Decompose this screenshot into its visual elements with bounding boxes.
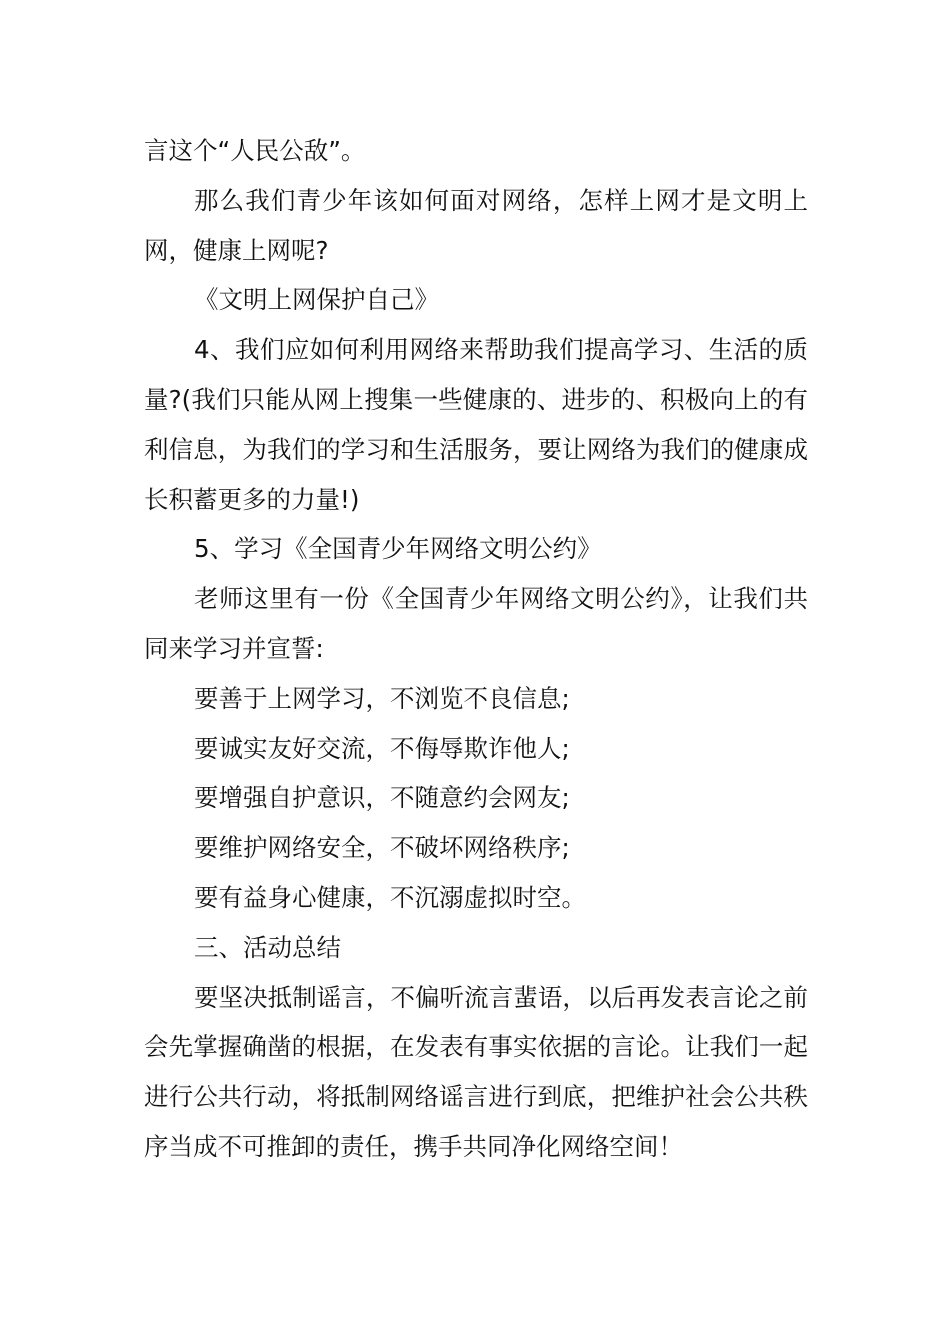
paragraph-item-4: 4、我们应如何利用网络来帮助我们提高学习、生活的质量?(我们只能从网上搜集一些健康的、进步的、积极向上的有利信息，为我们的学习和生活服务，要让网络为我们的健康成长积蓄更多的力量!): [144, 335, 808, 514]
paragraph-continuation: 言这个“人民公敌”。: [144, 136, 366, 165]
paragraph-question: 那么我们青少年该如何面对网络，怎样上网才是文明上网，健康上网呢?: [144, 185, 808, 265]
paragraph-section-title: 《文明上网保护自己》: [194, 285, 439, 315]
pledge-line-4: 要维护网络安全，不破坏网络秩序;: [194, 833, 570, 863]
pledge-line-2: 要诚实友好交流，不侮辱欺诈他人;: [194, 733, 570, 763]
pledge-line-3: 要增强自护意识，不随意约会网友;: [194, 783, 570, 813]
section-heading-summary: 三、活动总结: [194, 932, 341, 962]
paragraph-summary: 要坚决抵制谣言，不偏听流言蜚语，以后再发表言论之前会先掌握确凿的根据，在发表有事实依据的言论。让我们一起进行公共行动，将抵制网络谣言进行到底，把维护社会公共秩序当成不可推卸的责任，携手共同净化网络空间！: [144, 982, 808, 1161]
paragraph-item-5: 5、学习《全国青少年网络文明公约》: [194, 534, 602, 564]
pledge-line-5: 要有益身心健康，不沉溺虚拟时空。: [194, 882, 586, 912]
pledge-line-1: 要善于上网学习，不浏览不良信息;: [194, 683, 570, 713]
document-body: [144, 126, 808, 1172]
paragraph-pledge-intro: 老师这里有一份《全国青少年网络文明公约》，让我们共同来学习并宣誓:: [144, 584, 808, 663]
